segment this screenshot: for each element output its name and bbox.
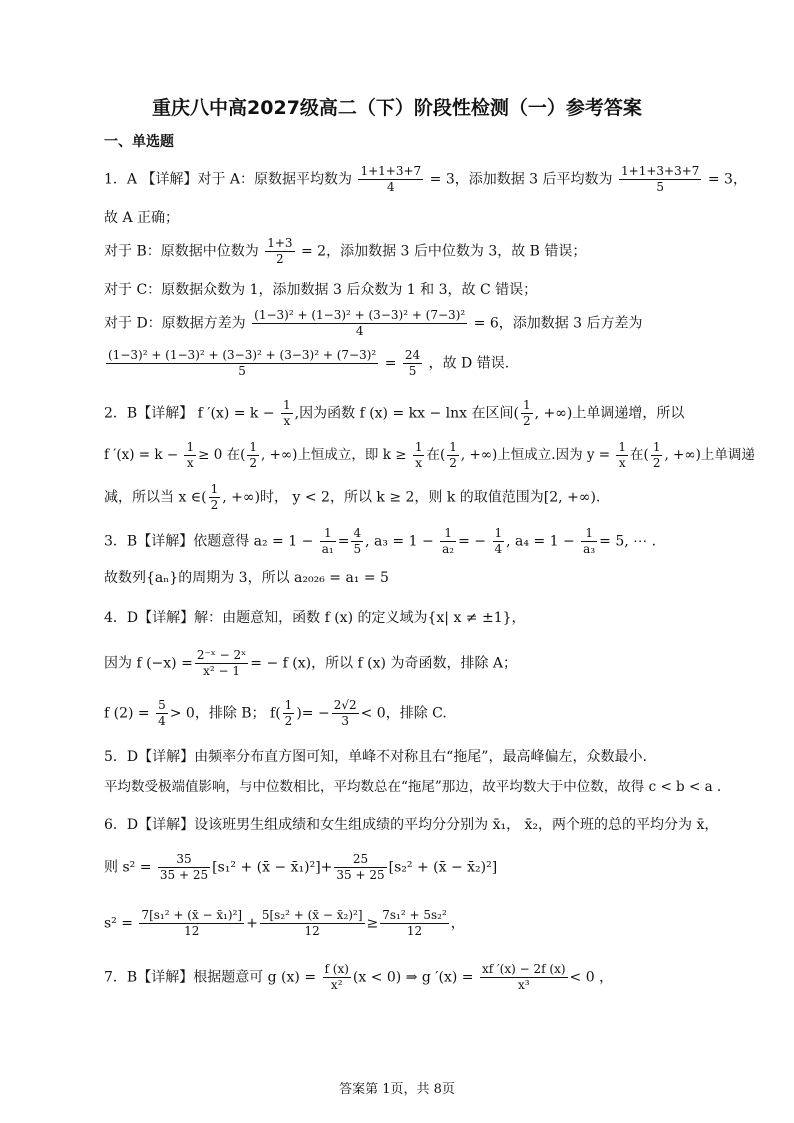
q2-text: 减，所以当 x ∈: [104, 489, 202, 506]
fraction: [283, 698, 295, 729]
fraction: [581, 526, 597, 557]
numerator: xf ′(x) − 2f (x): [481, 962, 566, 976]
denominator: 5: [353, 542, 362, 556]
denominator: 12: [406, 924, 423, 938]
denominator: 35 + 25: [159, 868, 209, 882]
q7-text: < 0 ，: [569, 969, 614, 986]
fraction: [493, 526, 505, 557]
q3-text: =: [337, 533, 350, 550]
q3-text: , a₄ = 1 −: [506, 533, 580, 550]
q1-text: = 3，: [707, 171, 747, 188]
numerator: 1: [249, 440, 258, 454]
q4-text: < 0，排除 C.: [360, 705, 447, 722]
q6-text: ≥: [366, 915, 379, 932]
q3-line1: [104, 526, 656, 557]
q3-text: = −: [458, 533, 491, 550]
q2-text: ,因为函数 f (x) = kx − lnx 在区间: [294, 405, 514, 422]
numerator: 5[s₂² + (x̄ − x̄₂)²]: [261, 908, 363, 922]
q1-text: 1．A 【详解】对于 A：原数据平均数为: [104, 171, 353, 188]
fraction: [619, 164, 701, 195]
fraction: [260, 908, 365, 939]
bracket-term: [s₂² + (x̄ − x̄₂)²]: [388, 859, 498, 876]
denominator: 3: [341, 714, 349, 728]
q5-line1: 5．D【详解】由频率分布直方图可知，单峰不对称且右“拖尾”，最高峰偏左，众数最小.: [104, 749, 647, 765]
q1-line2: 故 A 正确；: [104, 210, 180, 226]
fraction: [380, 908, 449, 939]
page-title: 重庆八中高2027级高二（下）阶段性检测（一）参考答案: [152, 97, 642, 119]
fraction: [281, 398, 293, 429]
page-footer: 答案第 1页，共 8页: [339, 1082, 455, 1097]
denominator: x: [618, 456, 626, 470]
q2-line2: f ′(x) = k − $\frac{1}{x}$ ≥ 0 在( $\frac{1}{2}$ , +∞)上恒成立，即 k ≥ $\frac{1}{x}$ 在( $\frac{1}{2}$ , +∞)上恒成立.因为 y = $\frac{1}{x}$ 在( $\frac{1}{2}$ , +∞)上单调递: [104, 440, 755, 470]
denominator: x: [186, 456, 194, 470]
numerator: 2√2: [333, 698, 357, 712]
q7-line1: [104, 962, 613, 993]
q6-text: 则 s² =: [104, 859, 156, 876]
q4-line3: f (2) = $\frac{5}{4}$ > 0，排除 B； f( $\frac{1}{2}$ )= − $\frac{2√2}{3}$ < 0，排除 C.: [104, 698, 447, 728]
numerator: 24: [404, 348, 421, 362]
numerator: f (x): [324, 962, 349, 976]
numerator: 1+1+3+7: [360, 164, 422, 178]
fraction: [320, 526, 336, 557]
fraction: [651, 440, 663, 471]
fraction: [480, 962, 568, 993]
denominator: 4: [494, 542, 503, 556]
q2-line3: 减，所以当 x ∈( $\frac{1}{2}$ , +∞)时， y < 2，所以 k ≥ 2，则 k 的取值范围为[2, +∞).: [104, 482, 601, 512]
numerator: 7[s₁² + (x̄ − x̄₁)²]: [141, 908, 243, 922]
numerator: (1−3)² + (1−3)² + (3−3)² + (7−3)²: [254, 308, 466, 322]
q3-line2: 故数列{aₙ}的周期为 3，所以 a₂₀₂₆ = a₁ = 5: [104, 570, 389, 586]
q2-text: 在: [630, 447, 644, 463]
q1-text: =: [384, 355, 397, 372]
q6-text: +: [320, 859, 333, 876]
q4-text: > 0，排除 B； f: [169, 705, 276, 722]
q5-line2: 平均数受极端值影响，与中位数相比，平均数总在“拖尾”那边，故平均数大于中位数，故得 c < b < a .: [104, 779, 722, 795]
fraction: [106, 348, 378, 379]
q1-line5: [104, 308, 643, 339]
denominator: 12: [304, 924, 320, 938]
fraction: [209, 482, 221, 513]
q1-text: = 2，添加数据 3 后中位数为 3，故 B 错误；: [300, 243, 587, 260]
q1-text: = 3，添加数据 3 后平均数为: [429, 171, 613, 188]
q6-line1: 6．D【详解】设该班男生组成绩和女生组成绩的平均分分别为 x̄₁， x̄₂，两个班的总的平均分为 x̄，: [104, 817, 719, 833]
q4-line2: [104, 648, 517, 679]
fraction: [195, 648, 248, 679]
q3-text: 3．B【详解】依题意得 a₂ = 1 −: [104, 533, 318, 550]
numerator: 1: [581, 526, 597, 542]
q6-text: +: [246, 915, 258, 932]
q2-text: 上恒成立.因为 y =: [497, 447, 615, 463]
denominator: 2: [449, 456, 457, 470]
fraction: [403, 348, 422, 379]
denominator: x³: [517, 978, 530, 992]
denominator: 4: [355, 324, 364, 338]
q1-text: 对于 D：原数据方差为: [104, 315, 246, 332]
denominator: 2: [284, 714, 293, 728]
q1-line4: 对于 C：原数据众数为 1，添加数据 3 后众数为 1 和 3，故 C 错误；: [104, 282, 538, 298]
q1-line3: [104, 236, 586, 267]
fraction: [156, 698, 168, 729]
denominator: 2: [276, 252, 284, 266]
numerator: 35: [158, 852, 210, 868]
q4-text: = − f (x)，所以 f (x) 为奇函数，排除 A；: [250, 655, 518, 672]
numerator: 1: [652, 440, 661, 454]
bracket-term: [s₁² + (x̄ − x̄₁)²]: [212, 859, 321, 876]
denominator: x² − 1: [203, 664, 240, 678]
numerator: 25: [334, 852, 386, 868]
q2-line1: 2．B【详解】 f ′(x) = k − $\frac{1}{x}$ ,因为函数 f (x) = kx − lnx 在区间( $\frac{1}{2}$ , +∞)上单调递增，所以: [104, 398, 685, 428]
denominator: 2: [210, 498, 219, 512]
q2-text: 上恒成立，即 k ≥: [297, 447, 411, 463]
q1-line1: [104, 164, 747, 195]
q7-text: 7．B【详解】根据题意可 g (x) =: [104, 969, 321, 986]
fraction: [332, 698, 359, 729]
q4-text: = −: [301, 705, 330, 722]
fraction: [252, 308, 467, 339]
fraction: [351, 526, 363, 557]
numerator: 1: [618, 440, 627, 454]
denominator: 2: [522, 414, 531, 428]
fraction: [323, 962, 351, 993]
numerator: 1: [186, 440, 195, 454]
fraction: [158, 852, 210, 883]
fraction: [616, 440, 628, 471]
q4-text: 因为 f (−x) =: [104, 655, 193, 672]
denominator: 4: [158, 714, 166, 728]
denominator: 5: [408, 364, 417, 378]
numerator: 1: [440, 526, 456, 542]
q6-line2: [104, 852, 497, 883]
q2-text: 时， y < 2，所以 k ≥ 2，则 k 的取值范围为[2, +∞).: [260, 489, 601, 506]
numerator: 1+3: [267, 236, 293, 250]
q4-line1: 4．D【详解】解：由题意知，函数 f (x) 的定义域为{x| x ≠ ±1}，: [104, 610, 526, 626]
interval-tail: , +∞: [261, 447, 293, 463]
fraction: [358, 164, 423, 195]
fraction: [334, 852, 386, 883]
denominator: a₃: [583, 542, 596, 556]
numerator: 1: [449, 440, 457, 454]
q2-text: 2．B【详解】 f ′(x) = k −: [104, 405, 280, 422]
numerator: 1+1+3+3+7: [621, 164, 700, 178]
q6-line3: [104, 908, 465, 939]
interval-tail: , +∞: [222, 489, 255, 506]
q2-text: f ′(x) = k −: [104, 447, 183, 463]
denominator: 2: [249, 456, 258, 470]
q1-text: = 6，添加数据 3 后方差为: [473, 315, 643, 332]
interval-tail: , +∞: [460, 447, 493, 463]
denominator: 35 + 25: [336, 868, 385, 882]
fraction: [265, 236, 294, 267]
numerator: 1: [522, 398, 531, 412]
q1-line6: [104, 348, 509, 379]
fraction: [139, 908, 244, 939]
numerator: 1: [284, 698, 293, 712]
fraction: [440, 526, 456, 557]
fraction: [184, 440, 196, 471]
numerator: 4: [353, 526, 362, 540]
numerator: 1: [210, 482, 219, 496]
denominator: 4: [387, 180, 395, 194]
numerator: 7s₁² + 5s₂²: [382, 908, 447, 922]
q3-text: = 5, ⋯ .: [599, 533, 657, 550]
numerator: 1: [283, 398, 291, 412]
q4-text: f (2) =: [104, 705, 155, 722]
numerator: 2⁻ˣ − 2ˣ: [196, 648, 247, 662]
q2-text: 上单调递: [700, 447, 755, 463]
fraction: [413, 440, 425, 471]
section-heading: 一、单选题: [104, 134, 174, 150]
denominator: a₂: [442, 542, 455, 556]
interval-tail: , +∞: [664, 447, 696, 463]
q2-text: ≥ 0 在: [198, 447, 241, 463]
fraction: [447, 440, 459, 471]
q6-text: ，: [450, 915, 465, 932]
fraction: [247, 440, 259, 471]
numerator: 5: [158, 698, 166, 712]
fraction: [521, 398, 533, 429]
numerator: (1−3)² + (1−3)² + (3−3)² + (3−3)² + (7−3)²: [108, 348, 377, 362]
numerator: 1: [414, 440, 423, 454]
denominator: x: [283, 414, 291, 428]
q7-text: (x < 0) ⇒ g ′(x) =: [352, 969, 478, 986]
numerator: 1: [320, 526, 336, 542]
q2-text: 上单调递增，所以: [572, 405, 685, 422]
denominator: x: [415, 456, 423, 470]
q2-text: 在: [426, 447, 440, 463]
denominator: a₁: [321, 542, 334, 556]
numerator: 1: [494, 526, 503, 540]
denominator: 5: [238, 364, 246, 378]
denominator: 2: [652, 456, 661, 470]
interval-tail: , +∞: [534, 405, 567, 422]
q3-text: , a₃ = 1 −: [365, 533, 439, 550]
denominator: 12: [184, 924, 200, 938]
denominator: x²: [330, 978, 343, 992]
denominator: 5: [656, 180, 665, 194]
q1-text: 对于 B：原数据中位数为: [104, 243, 259, 260]
q6-text: s² =: [104, 915, 138, 932]
q1-text: ，故 D 错误.: [428, 355, 510, 372]
